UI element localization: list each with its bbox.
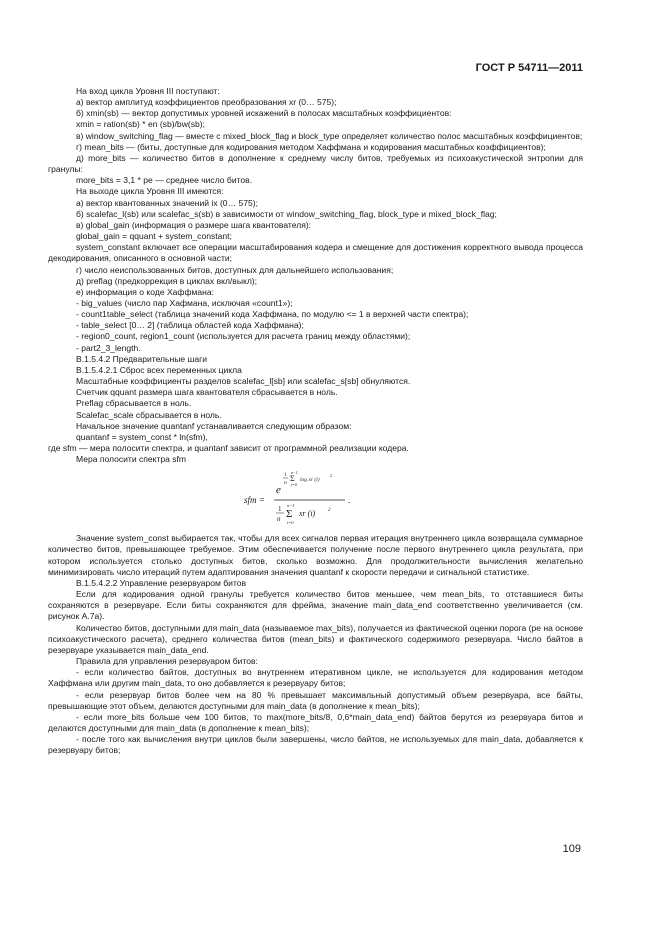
section-heading: В.1.5.4.2.1 Сброс всех переменных цикла xyxy=(76,364,242,375)
paragraph: б) scalefac_l(sb) или scalefac_s(sb) в зависимости от window_switching_flag, block_type и mixed_block_flag; xyxy=(76,208,497,219)
sfm-formula xyxy=(48,467,583,529)
paragraph: global_gain = qquant + system_constant; xyxy=(76,231,232,242)
section-heading: В.1.5.4.2.2 Управление резервуаром битов xyxy=(76,577,247,588)
exp-power: 2 xyxy=(330,473,332,479)
exp-sum-top: n−1 xyxy=(291,470,298,476)
paragraph: system_constant включает все операции масштабирования кодера и смещение для достижения корректного вывода процесса декодирования, описанного в основной части; xyxy=(48,242,583,264)
den-sigma: Σ xyxy=(286,508,293,521)
paragraph: На вход цикла Уровня III поступают: xyxy=(76,86,220,96)
formula-lhs: sfm = xyxy=(244,495,265,506)
list-item: - если more_bits больше чем 100 битов, то max(more_bits/8, 0,6*main_data_end) байтов берутся из резервуара битов и делаются доступными для main_data (в дополнение к mean_bits); xyxy=(48,711,583,733)
paragraph: а) вектор квантованных значений ix (0… 575); xyxy=(76,197,258,208)
list-item: - после того как вычисления внутри циклов были завершены, число байтов, не используемых для main_data, добавляется к резервуару битов; xyxy=(48,734,583,756)
paragraph: xmin = ration(sb) * en (sb)/bw(sb); xyxy=(76,119,205,130)
formula-period: . xyxy=(348,495,351,506)
paragraph: а) вектор амплитуд коэффициентов преобразования xr (0… 575); xyxy=(76,97,337,108)
paragraph: Масштабные коэффициенты разделов scalefac_l[sb] или scalefac_s[sb] обнуляются. xyxy=(76,376,411,387)
document-body xyxy=(48,86,583,756)
den-sum-top: n−1 xyxy=(287,503,295,509)
paragraph: г) число неиспользованных битов, доступных для дальнейшего использования; xyxy=(76,264,394,275)
den-body: xr (i) xyxy=(299,509,316,519)
paragraph: Мера полосити спектра sfm xyxy=(76,454,187,465)
list-item: - big_values (число пар Хафмана, исключая «count1»); xyxy=(76,297,293,308)
exp-frac-num: 1 xyxy=(284,472,287,479)
paragraph: в) global_gain (информация о размере шага квантователя): xyxy=(76,219,312,230)
exp-sum-bottom: i=0 xyxy=(291,482,297,488)
paragraph: б) xmin(sb) — вектор допустимых уровней искажений в полосах масштабных коэффициентов: xyxy=(76,108,452,119)
paragraph: д) more_bits — количество битов в дополнение к среднему числу битов, требуемых из психоакустической энтропии для гранулы: xyxy=(48,152,583,175)
den-sum-bottom: i=0 xyxy=(287,520,294,526)
list-item: - если количество байтов, доступных во внутреннем итеративном цикле, не используется для кодирования методом Хаффмана или другим main_data, то оно добавляется к резервуару битов; xyxy=(48,667,583,689)
formula-base: e xyxy=(276,484,281,497)
list-item: - part2_3_length. xyxy=(76,342,141,353)
paragraph: где sfm — мера полосити спектра, и quantanf зависит от программной реализации кодера. xyxy=(48,443,409,453)
formula-graphic xyxy=(244,467,404,529)
paragraph: quantanf = system_const * ln(sfm), xyxy=(76,431,208,442)
list-item: - region0_count, region1_count (используется для расчета границ между областями); xyxy=(76,331,411,342)
paragraph: Если для кодирования одной гранулы требуется количество битов меньшее, чем mean_bits, то отставшиеся биты сохраняются в резервуаре. Если биты сохраняются для фрейма, значение main_data_end соответственно увеличивается (см. рисунок А.7а). xyxy=(48,589,583,622)
paragraph: Счетчик qquant размера шага квантователя сбрасывается в ноль. xyxy=(76,387,338,398)
paragraph: д) preflag (предкоррекция в циклах вкл/выкл); xyxy=(76,275,258,286)
den-frac-den: n xyxy=(277,515,281,524)
paragraph: Количество битов, доступными для main_data (называемое max_bits), получается из фактической оценки порога (pe на основе психоакустического расчета), среднего количества битов (mean_bits) и фактического содержимого резервуара. Число байтов в резервуаре указывается main_data_end. xyxy=(48,622,583,655)
page-number: 109 xyxy=(562,843,581,855)
paragraph: Начальное значение quantanf устанавливается следующим образом: xyxy=(76,420,352,431)
list-item: - count1table_select (таблица значений кода Хаффмана, по модулю <= 1 в верхней части спектра); xyxy=(76,309,469,320)
paragraph: Правила для управления резервуаром битов: xyxy=(76,656,258,667)
paragraph: more_bits = 3,1 * pe — среднее число битов. xyxy=(76,175,253,186)
section-heading: В.1.5.4.2 Предварительные шаги xyxy=(76,353,207,364)
exp-sigma: Σ xyxy=(290,474,295,484)
paragraph: в) window_switching_flag — вместе с mixed_block_flag и block_type определяет количество полос масштабных коэффициентов; xyxy=(76,130,583,141)
paragraph: г) mean_bits — (биты, доступные для кодирования методом Хаффмана и кодирования масштабных коэффициентов); xyxy=(76,141,546,152)
list-item: - table_select [0… 2] (таблица областей кода Хаффмана); xyxy=(76,320,304,331)
paragraph: Preflag сбрасывается в ноль. xyxy=(76,398,192,409)
paragraph: Значение system_const выбирается так, чтобы для всех сигналов первая итерация внутреннего цикла возвращала суммарное количество битов, превышающее требуемое. Этим обеспечивается получение после первого внутреннего цикла результата, при котором используется столько доступных битов, сколько возможно. Для продолжительности вычисления желательно минимизировать число итераций путем адаптирования значения quantanf к скорости передачи и сигнальной статистике. xyxy=(48,533,583,577)
den-frac-num: 1 xyxy=(278,505,282,514)
exp-body: log xr (i) xyxy=(300,477,320,484)
den-power: 2 xyxy=(328,508,331,514)
paragraph: На выходе цикла Уровня III имеются: xyxy=(76,186,224,197)
list-item: - если резервуар битов более чем на 80 % превышает максимальный допустимый объем резервуара, все байты, превышающие этот объем, делаются доступными для main_data (в дополнение к mean_bits); xyxy=(48,689,583,711)
standard-header: ГОСТ Р 54711—2011 xyxy=(475,62,583,74)
paragraph: е) информация о коде Хаффмана: xyxy=(76,286,214,297)
exp-frac-den: n xyxy=(284,480,287,487)
paragraph: Scalefac_scale сбрасывается в ноль. xyxy=(76,409,222,420)
